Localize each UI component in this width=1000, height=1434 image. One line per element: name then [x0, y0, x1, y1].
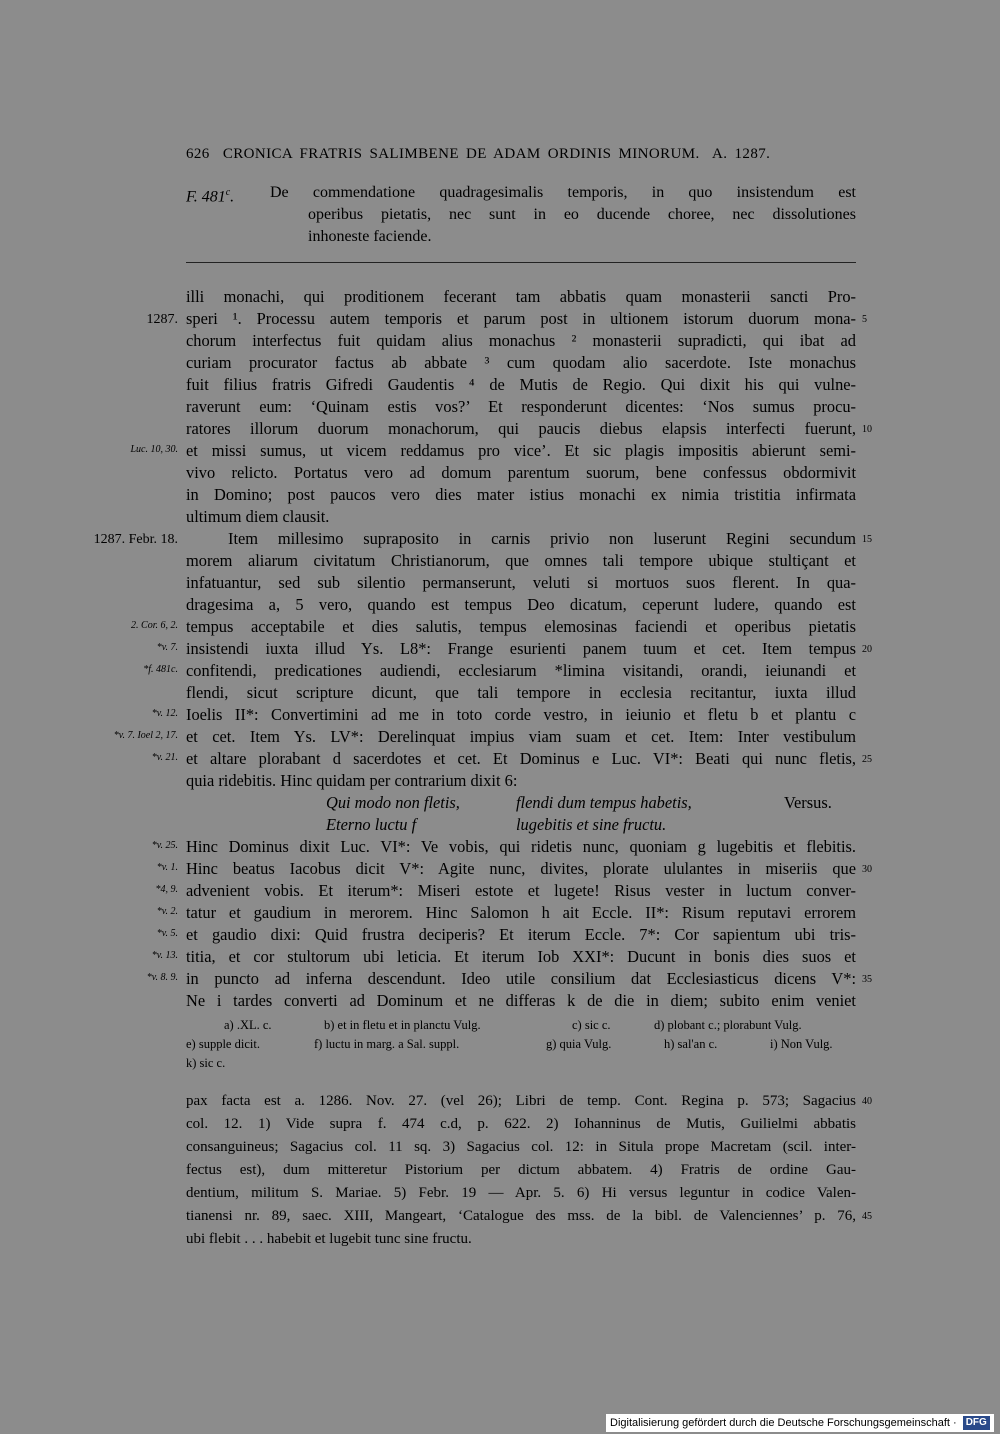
margin-citation: *v. 1.	[156, 862, 178, 873]
margin-citation: *v. 13.	[151, 950, 178, 961]
footnote-line: consanguineus; Sagacius col. 11 sq. 3) Sagacius col. 12: in Situla prope Macretam (scil. inter-	[186, 1139, 856, 1155]
text-line: raverunt eum: ‘Quinam estis vos?’ Et responderunt dicentes: ‘Nos sumus procu-	[186, 397, 856, 416]
footnote-line: tianensi nr. 89, saec. XIII, Mangeart, ‘Catalogue des mss. de la bibl. de Valenciennes’ p. 76,	[186, 1208, 856, 1224]
text-line: in Domino; post paucos vero dies mater istius monachi ex nimia tristitia infirmata	[186, 485, 856, 504]
line-number: 35	[862, 974, 872, 985]
text-line: chorum interfectus fuit quidam alius monachus ² monasterii supradicti, qui ibat ad	[186, 331, 856, 350]
text-line: et cet. Item Ys. LV*: Derelinquat impius viam suam et cet. Item: Inter vestibulum	[186, 727, 856, 746]
text-line: in puncto ad inferna descendunt. Ideo utile consilium dat Ecclesiasticus dicens V*:	[186, 969, 856, 988]
line-number: 40	[862, 1096, 872, 1107]
verse-half: flendi dum tempus habetis,	[516, 793, 692, 812]
text-line: confitendi, predicationes audiendi, ecclesiarum *limina visitandi, orandi, ieiunandi et	[186, 661, 856, 680]
running-title: CRONICA FRATRIS SALIMBENE DE ADAM ORDINIS MINORUM.	[222, 146, 700, 162]
text-line: morem aliarum civitatum Christianorum, que omnes tali tempore ubique stultiçant et	[186, 551, 856, 570]
line-number: 10	[862, 424, 872, 435]
footnote-line: ubi flebit . . . habebit et lugebit tunc sine fructu.	[186, 1231, 472, 1247]
folio-marker: F. 481$^c$.	[186, 187, 235, 206]
line-number: 45	[862, 1211, 872, 1222]
page-number: 626	[186, 146, 210, 162]
text-line: infatuantur, sed sub silentio permanserunt, veluti si mortuos suos flerent. In qua-	[186, 573, 856, 592]
text-line: Ioelis II*: Convertimini ad me in toto corde vestro, in ieiunio et fletu b et plantu c	[186, 705, 856, 724]
footer-text: Digitalisierung gefördert durch die Deutsche Forschungsgemeinschaft ·	[610, 1417, 957, 1429]
text-line: Ne i tardes converti ad Dominum et ne differas k de die in diem; subito enim veniet	[186, 991, 856, 1010]
margin-citation: *f. 481c.	[143, 664, 178, 675]
text-line: dragesima a, 5 vero, quando est tempus Deo dicatum, ceperunt ludere, quando est	[186, 595, 856, 614]
text-line: et missi sumus, ut vicem reddamus pro vice’. Et sic plagis impositis abierunt semi-	[186, 441, 856, 460]
footer-credit	[606, 1414, 994, 1432]
margin-citation: *v. 5.	[156, 928, 178, 939]
text-line: tatur et gaudium in merorem. Hinc Salomon h ait Eccle. II*: Risum reputavi errorem	[186, 903, 856, 922]
margin-citation: 2. Cor. 6, 2.	[131, 620, 178, 631]
verse-half: lugebitis et sine fructu.	[516, 815, 667, 834]
margin-citation: Luc. 10, 30.	[130, 444, 178, 455]
rubric-line-1: De commendatione quadragesimalis temporis, in quo insistendum est	[270, 184, 856, 201]
margin-citation: *4, 9.	[155, 884, 178, 895]
text-line: titia, et cor stultorum ubi leticia. Et iterum Iob XXI*: Ducunt in bonis dies suos et	[186, 947, 856, 966]
rubric-line-2: operibus pietatis, nec sunt in eo ducende choree, nec dissolutiones	[308, 206, 856, 223]
verse-line	[186, 792, 856, 814]
note-row: a) .XL. c. b) et in fletu et in planctu Vulg. c) sic c. d) plobant c.; plorabunt Vulg.	[224, 1018, 802, 1032]
verse-label: Versus.	[784, 793, 832, 812]
text-line: fuit filius fratris Gifredi Gaudentis ⁴ de Mutis de Regio. Qui dixit his qui vulne-	[186, 375, 856, 394]
line-number: 5	[862, 314, 867, 325]
text-line: advenient vobis. Et iterum*: Miseri estote et lugete! Risus vester in luctum conver-	[186, 881, 856, 900]
text-line: Hinc beatus Iacobus dicit V*: Agite nunc, divites, plorate ululantes in miseriis que	[186, 859, 856, 878]
verse-half: Eterno luctu f	[326, 815, 417, 834]
text-line: illi monachi, qui proditionem fecerant tam abbatis quam monasterii sancti Pro-	[186, 287, 856, 306]
footnote-line: pax facta est a. 1286. Nov. 27. (vel 26); Libri de temp. Cont. Regina p. 573; Sagacius	[186, 1093, 856, 1109]
margin-citation: *v. 8. 9.	[146, 972, 178, 983]
text-line: quia ridebitis. Hinc quidam per contrarium dixit 6:	[186, 771, 518, 790]
text-line: flendi, sicut scripture dicunt, que tali tempore in ecclesia recitantur, iuxta illud	[186, 683, 856, 702]
text-line: ratores illorum duorum monachorum, qui paucis diebus elapsis interfecti fuerunt,	[186, 419, 856, 438]
line-number: 15	[862, 534, 872, 545]
line-number: 30	[862, 864, 872, 875]
text-line: et gaudio dixi: Quid frustra deciperis? Et iterum Eccle. 7*: Cor sapientum ubi tris-	[186, 925, 856, 944]
text-line: speri ¹. Processu autem temporis et parum post in ultionem istorum duorum mona-	[186, 309, 856, 328]
footnote-line: col. 12. 1) Vide supra f. 474 c.d, p. 622. 2) Iohanninus de Mutis, Guilielmi abbatis	[186, 1116, 856, 1132]
text-line: curiam procurator factus ab abbate ³ cum quodam alio sacerdote. Iste monachus	[186, 353, 856, 372]
footnote-line: dentium, militum S. Mariae. 5) Febr. 19 — Apr. 5. 6) Hi versus leguntur in codice Valen-	[186, 1185, 856, 1201]
text-line: Item millesimo supraposito in carnis privio non luserunt Regini secundum	[228, 529, 856, 548]
margin-citation: *v. 25.	[151, 840, 178, 851]
line-number: 25	[862, 754, 872, 765]
margin-citation: *v. 7. Ioel 2, 17.	[113, 730, 178, 741]
separator-rule	[186, 262, 856, 263]
header-year: A. 1287.	[711, 146, 771, 162]
line-number: 20	[862, 644, 872, 655]
rubric-line-3: inhoneste faciende.	[308, 228, 432, 245]
text-line: vivo relicto. Portatus vero ad domum parentum suorum, bene confessus obdormivit	[186, 463, 856, 482]
margin-citation: *v. 2.	[156, 906, 178, 917]
text-line: Hinc Dominus dixit Luc. VI*: Ve vobis, qui ridetis nunc, quoniam g lugebitis et flebitis.	[186, 837, 856, 856]
text-line: insistendi iuxta illud Ys. L8*: Frange esurienti panem tuum et cet. Item tempus	[186, 639, 856, 658]
running-header	[186, 146, 776, 163]
margin-citation: *v. 7.	[156, 642, 178, 653]
margin-citation: *v. 12.	[151, 708, 178, 719]
text-line: ultimum diem clausit.	[186, 507, 330, 526]
margin-citation: 1287.	[146, 312, 178, 327]
note-row: e) supple dicit. f) luctu in marg. a Sal. suppl. g) quia Vulg. h) sal'an c. i) Non Vulg.	[186, 1037, 833, 1051]
dfg-logo: DFG	[963, 1416, 990, 1430]
text-line: et altare plorabant d sacerdotes et cet. Et Dominus e Luc. VI*: Beati qui nunc fletis,	[186, 749, 856, 768]
note-row: k) sic c.	[186, 1056, 226, 1070]
margin-citation: *v. 21.	[151, 752, 178, 763]
margin-citation: 1287. Febr. 18.	[93, 532, 178, 547]
verse-half: Qui modo non fletis,	[326, 793, 460, 812]
verse-line	[186, 814, 856, 836]
footnote-line: fectus est), dum mitteretur Pistorium per dictum abbatem. 4) Fratris de ordine Gau-	[186, 1162, 856, 1178]
text-line: tempus acceptabile et dies salutis, tempus elemosinas faciendi et operibus pietatis	[186, 617, 856, 636]
